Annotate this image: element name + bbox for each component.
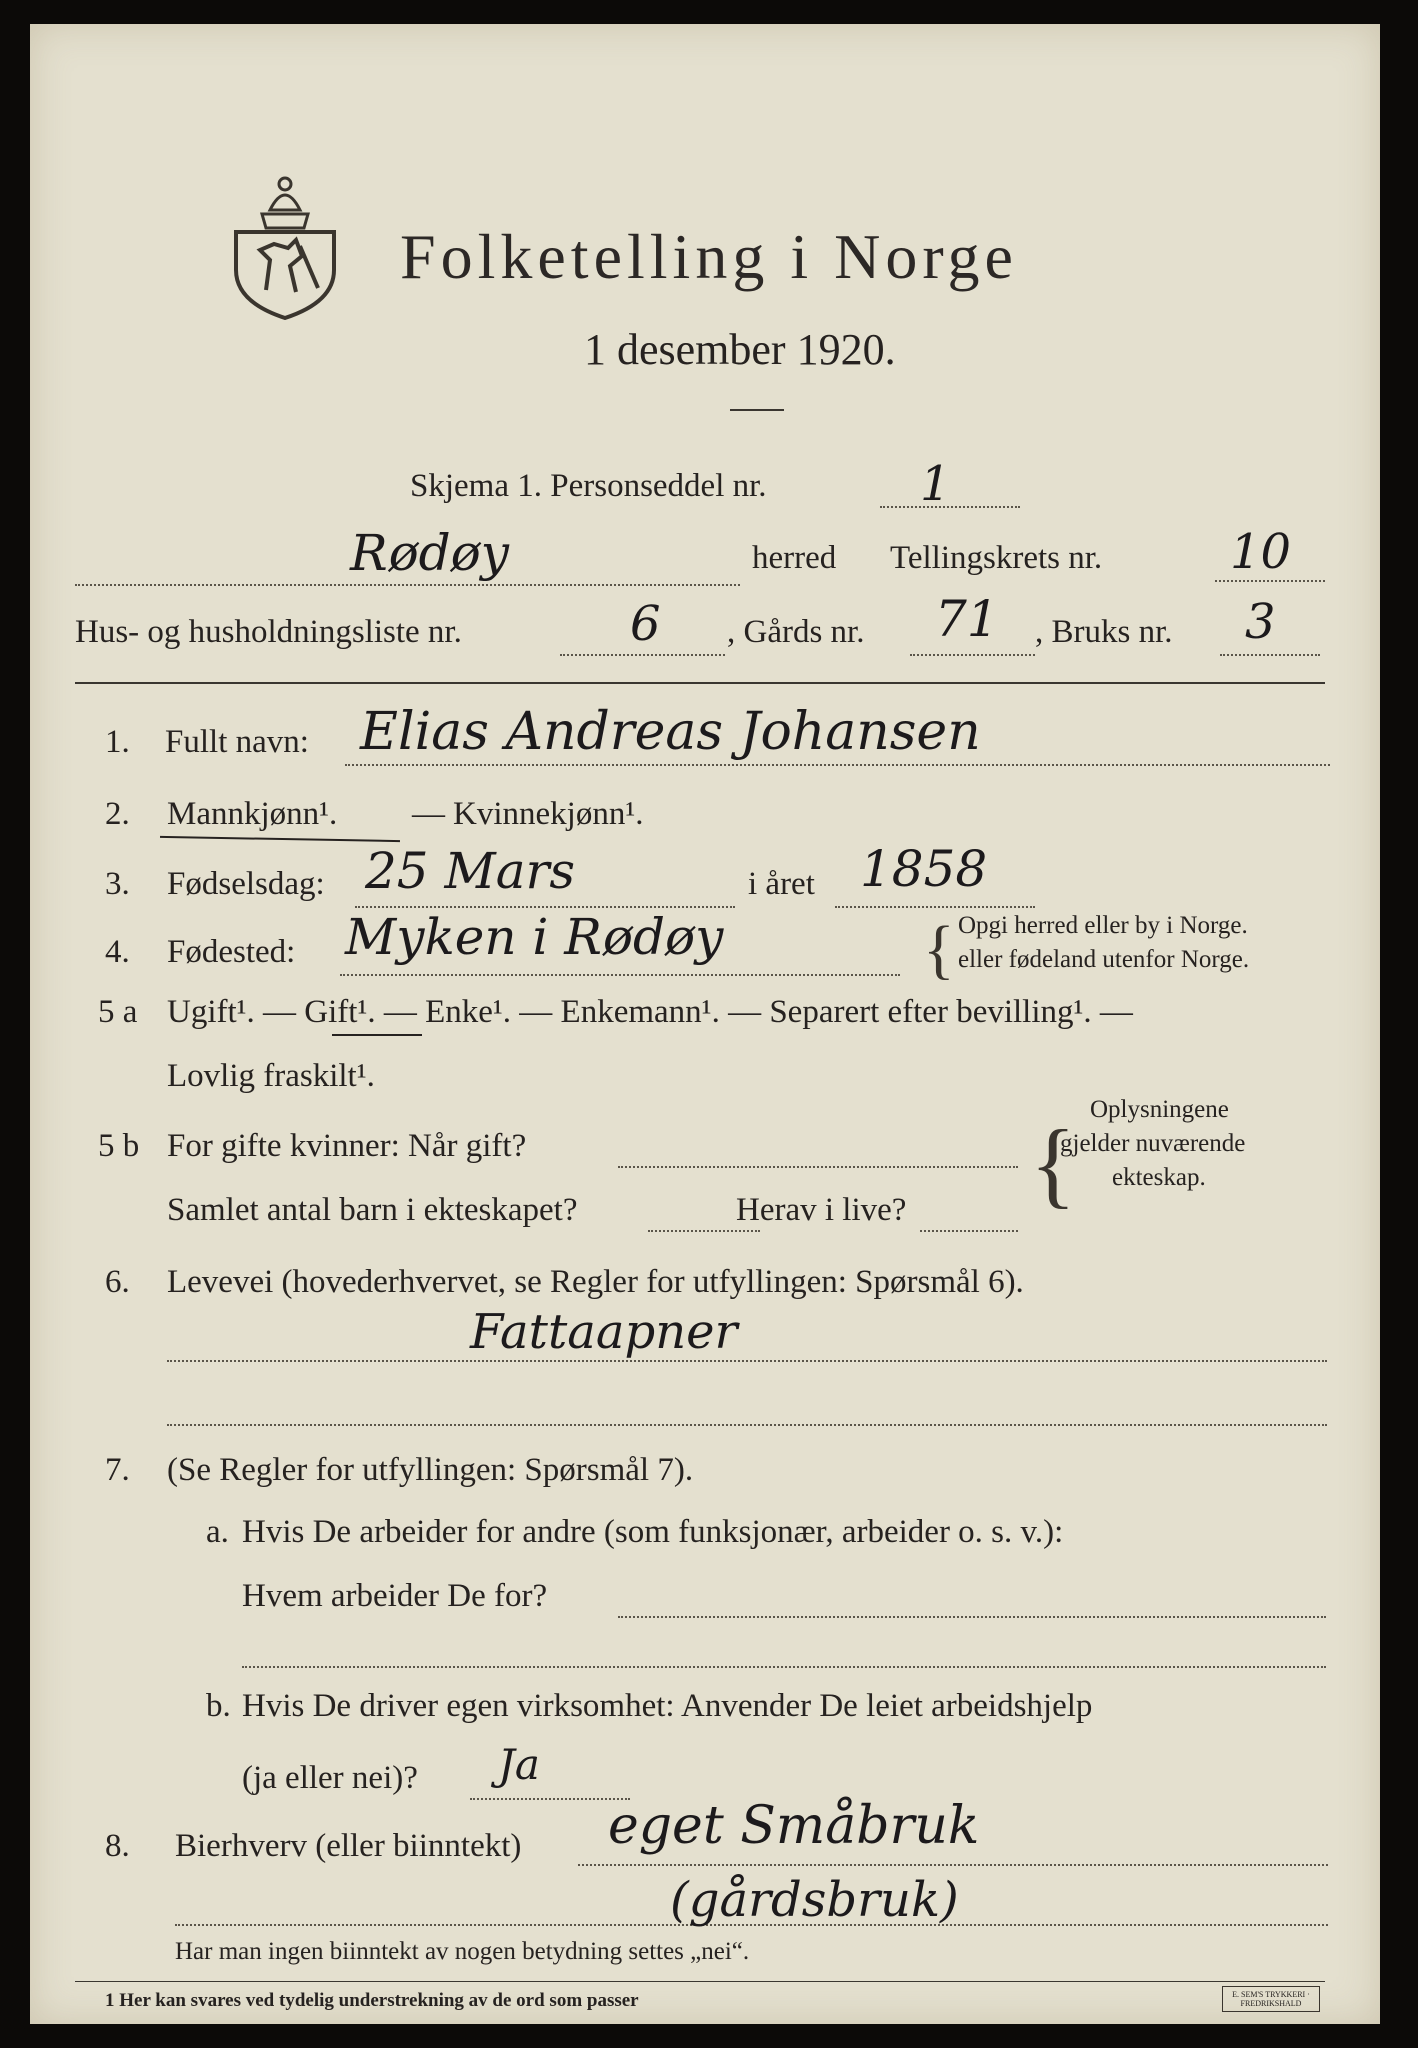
q1-number: 1. [105, 724, 130, 760]
fodselsdag-label: Fødselsdag: [167, 866, 325, 902]
fodselsdag-value: 25 Mars [365, 842, 576, 900]
year-line [835, 906, 1035, 908]
naar-gift-line [618, 1166, 1018, 1168]
q7-number: 7. [105, 1452, 130, 1488]
q3-number: 3. [105, 866, 130, 902]
barn-line [648, 1230, 760, 1232]
title-divider [730, 409, 784, 411]
census-form-page [30, 24, 1380, 2024]
tellingskrets-value: 10 [1230, 524, 1292, 580]
bierhverv-line [578, 1864, 1328, 1866]
gards-label: , Gårds nr. [727, 614, 865, 650]
levevei-line-2 [167, 1424, 1327, 1426]
q6-number: 6. [105, 1264, 130, 1300]
q5b-note-1: Oplysningene [1090, 1096, 1229, 1123]
herred-label: herred [752, 540, 837, 576]
footnote: 1 Her kan svares ved tydelig understrekning av de ord som passer [105, 1990, 639, 2011]
levevei-value: Fattaapner [470, 1304, 738, 1360]
bruks-value: 3 [1245, 594, 1276, 650]
gards-line [910, 654, 1035, 656]
q7b-letter: b. [206, 1688, 231, 1724]
q4-number: 4. [105, 934, 130, 970]
gift-underline [332, 1034, 422, 1036]
bierhverv-value-1: eget Småbruk [608, 1796, 980, 1856]
fodested-value: Myken i Rødøy [345, 908, 724, 966]
fullt-navn-label: Fullt navn: [165, 724, 309, 760]
fodested-line [340, 974, 900, 976]
bierhverv-label: Bierhverv (eller biinntekt) [175, 1828, 522, 1864]
bruks-line [1220, 654, 1320, 656]
norwegian-coat-of-arms-icon [230, 170, 340, 320]
ja-eller-nei-label: (ja eller nei)? [242, 1760, 418, 1796]
q7a-text: Hvis De arbeider for andre (som funksjonær, arbeider o. s. v.): [242, 1514, 1064, 1550]
hvem-arbeider-line [618, 1616, 1326, 1618]
printer-stamp: E. SEM'S TRYKKERI · FREDRIKSHALD [1222, 1986, 1320, 2012]
mannkjonn-option: Mannkjønn¹. [167, 796, 338, 832]
fullt-navn-line [345, 764, 1330, 766]
ja-eller-nei-line [470, 1798, 630, 1800]
tellingskrets-line [1215, 580, 1325, 582]
fodested-note-2: eller fødeland utenfor Norge. [958, 946, 1250, 973]
hvem-arbeider-label: Hvem arbeider De for? [242, 1578, 548, 1614]
q5a-number: 5 a [98, 994, 138, 1030]
q5b-note-3: ekteskap. [1112, 1164, 1206, 1191]
herred-line [75, 584, 740, 586]
skjema-label: Skjema 1. Personseddel nr. [410, 468, 767, 504]
fodested-note-1: Opgi herred eller by i Norge. [958, 912, 1248, 939]
herav-line [920, 1230, 1018, 1232]
kvinnekjonn-option: Kvinnekjønn¹. [453, 796, 644, 832]
barn-label: Samlet antal barn i ekteskapet? [167, 1192, 578, 1228]
q5b-brace: { [1030, 1110, 1077, 1217]
q8-number: 8. [105, 1828, 130, 1864]
fodested-label: Fødested: [167, 934, 296, 970]
fullt-navn-value: Elias Andreas Johansen [360, 702, 981, 762]
hus-value: 6 [630, 596, 661, 652]
herav-i-live-label: Herav i live? [736, 1192, 907, 1228]
birth-year-value: 1858 [860, 840, 988, 898]
hus-line [560, 654, 725, 656]
fodested-brace: { [923, 913, 955, 986]
biinntekt-note: Har man ingen biinntekt av nogen betydning settes „nei“. [175, 1938, 750, 1965]
footer-divider [75, 1981, 1325, 1982]
marital-status-options: Ugift¹. — Gift¹. — Enke¹. — Enkemann¹. — Separert efter bevilling¹. — [167, 994, 1133, 1030]
header-divider [75, 682, 1325, 684]
q2-number: 2. [105, 796, 130, 832]
personseddel-number: 1 [920, 456, 951, 512]
tellingskrets-label: Tellingskrets nr. [890, 540, 1103, 576]
q5b-number: 5 b [98, 1128, 140, 1164]
ja-eller-nei-value: Ja [498, 1740, 540, 1789]
q7-label: (Se Regler for utfyllingen: Spørsmål 7). [167, 1452, 694, 1488]
naar-gift-label: For gifte kvinner: Når gift? [167, 1128, 527, 1164]
gender-separator: — [412, 796, 445, 832]
levevei-line-1 [167, 1360, 1327, 1362]
hvem-arbeider-line-2 [242, 1666, 1326, 1668]
q7b-text: Hvis De driver egen virksomhet: Anvender De leiet arbeidshjelp [242, 1688, 1093, 1724]
form-title: Folketelling i Norge [400, 221, 1018, 292]
mannkjonn-underline [160, 836, 400, 842]
gards-value: 71 [935, 590, 999, 648]
q7a-letter: a. [206, 1514, 229, 1550]
bruks-label: , Bruks nr. [1035, 614, 1173, 650]
hus-label: Hus- og husholdningsliste nr. [75, 614, 462, 650]
bierhverv-value-2: (gårdsbruk) [670, 1872, 959, 1928]
q5b-note-2: gjelder nuværende [1060, 1130, 1246, 1157]
i-aaret-label: i året [748, 866, 815, 902]
herred-value: Rødøy [350, 524, 510, 582]
lovlig-fraskilt-option: Lovlig fraskilt¹. [167, 1058, 375, 1094]
census-date: 1 desember 1920. [584, 325, 896, 374]
levevei-label: Levevei (hovederhvervet, se Regler for utfyllingen: Spørsmål 6). [167, 1264, 1024, 1300]
